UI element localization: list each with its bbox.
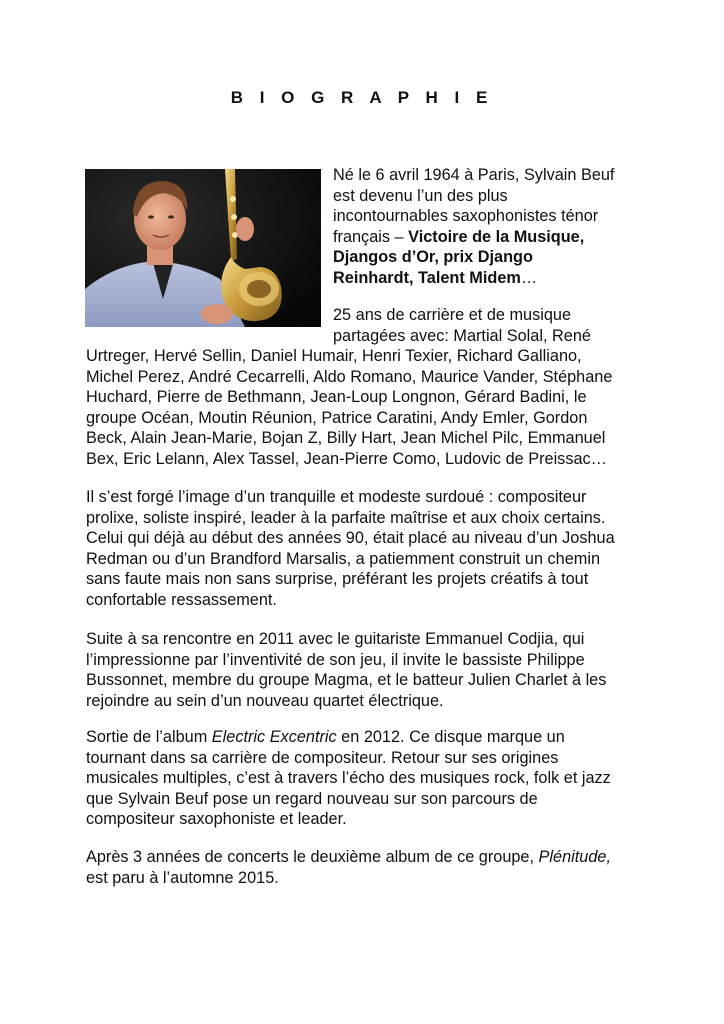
album-text: Sortie de l’album — [86, 728, 212, 746]
career-line: 25 ans de carrière et de musique — [333, 306, 572, 324]
second-album-paragraph — [86, 847, 646, 888]
intro-line: est devenu l’un des plus — [333, 186, 508, 205]
album-line — [86, 727, 646, 748]
intro-text: français – — [333, 227, 409, 246]
page-title: B I O G R A P H I E — [230, 88, 494, 107]
awards-text: Djangos d’Or, prix Django — [333, 248, 533, 266]
image-line: Redman ou d’un Brandford Marsalis, a patiemment construit un chemin — [86, 549, 601, 568]
ellipsis-text: … — [520, 268, 538, 287]
saxophonist-image — [85, 169, 321, 327]
intro-line: Né le 6 avril 1964 à Paris, Sylvain Beuf — [333, 166, 615, 184]
quartet-line: Bussonnet, membre du groupe Magma, et le batteur Julien Charlet à les — [86, 671, 607, 689]
career-paragraph-bottom — [86, 346, 646, 469]
album-title: Electric Excentric — [211, 728, 337, 746]
career-paragraph-top — [333, 305, 633, 346]
second-album-title: Plénitude, — [538, 848, 611, 866]
intro-line — [333, 227, 633, 248]
awards-text: Reinhardt, Talent Midem — [333, 268, 521, 287]
intro-paragraph — [333, 165, 633, 288]
image-line: prolixe, soliste inspiré, leader à la parfaite maîtrise et aux choix certains. — [86, 508, 606, 527]
album-line: que Sylvain Beuf pose un regard nouveau sur son parcours de — [86, 789, 538, 808]
quartet-line: Suite à sa rencontre en 2011 avec le guitariste Emmanuel Codjia, qui — [86, 630, 585, 648]
career-line: Urtreger, Hervé Sellin, Daniel Humair, Henri Texier, Richard Galliano, — [86, 347, 582, 365]
quartet-line: l’impressionne par l’inventivité de son jeu, il invite le bassiste Philippe — [86, 650, 585, 669]
awards-text: Victoire de la Musique, — [408, 227, 585, 246]
album-line: musicales multiples, c’est à travers l’écho des musiques rock, folk et jazz — [86, 769, 611, 787]
album-line: tournant dans sa carrière de compositeur. Retour sur ses origines — [86, 748, 559, 767]
second-album-line — [86, 847, 646, 868]
image-line: Il s’est forgé l’image d’un tranquille et modeste surdoué : compositeur — [86, 488, 587, 506]
intro-line — [333, 247, 633, 268]
second-album-text: Après 3 années de concerts le deuxième album de ce groupe, — [86, 848, 539, 866]
career-line: Bex, Eric Lelann, Alex Tassel, Jean-Pierre Como, Ludovic de Preissac… — [86, 449, 607, 468]
intro-line: incontournables saxophonistes ténor — [333, 207, 599, 225]
career-line: groupe Océan, Moutin Réunion, Patrice Caratini, Andy Emler, Gordon — [86, 408, 588, 427]
image-paragraph — [86, 487, 646, 610]
image-line: confortable ressassement. — [86, 590, 277, 609]
second-album-line: est paru à l’automne 2015. — [86, 868, 279, 887]
intro-line — [333, 268, 633, 289]
artist-photo — [85, 169, 321, 327]
career-line: Michel Perez, André Cecarrelli, Aldo Romano, Maurice Vander, Stéphane — [86, 367, 613, 386]
album-line: compositeur saxophoniste et leader. — [86, 810, 347, 828]
career-line: partagées avec: Martial Solal, René — [333, 326, 591, 345]
quartet-paragraph — [86, 629, 646, 711]
album-text: en 2012. Ce disque marque un — [336, 728, 565, 746]
image-line: Celui qui déjà au début des années 90, était placé au niveau d’un Joshua — [86, 529, 615, 547]
career-line: Beck, Alain Jean-Marie, Bojan Z, Billy Hart, Jean Michel Pilc, Emmanuel — [86, 429, 606, 447]
quartet-line: rejoindre au sein d’un nouveau quartet électrique. — [86, 691, 444, 710]
album-paragraph — [86, 727, 646, 830]
image-line: sans faute mais non sans surprise, préférant les projets créatifs à tout — [86, 570, 589, 588]
career-line: Huchard, Pierre de Bethmann, Jean-Loup Longnon, Gérard Badini, le — [86, 388, 587, 406]
